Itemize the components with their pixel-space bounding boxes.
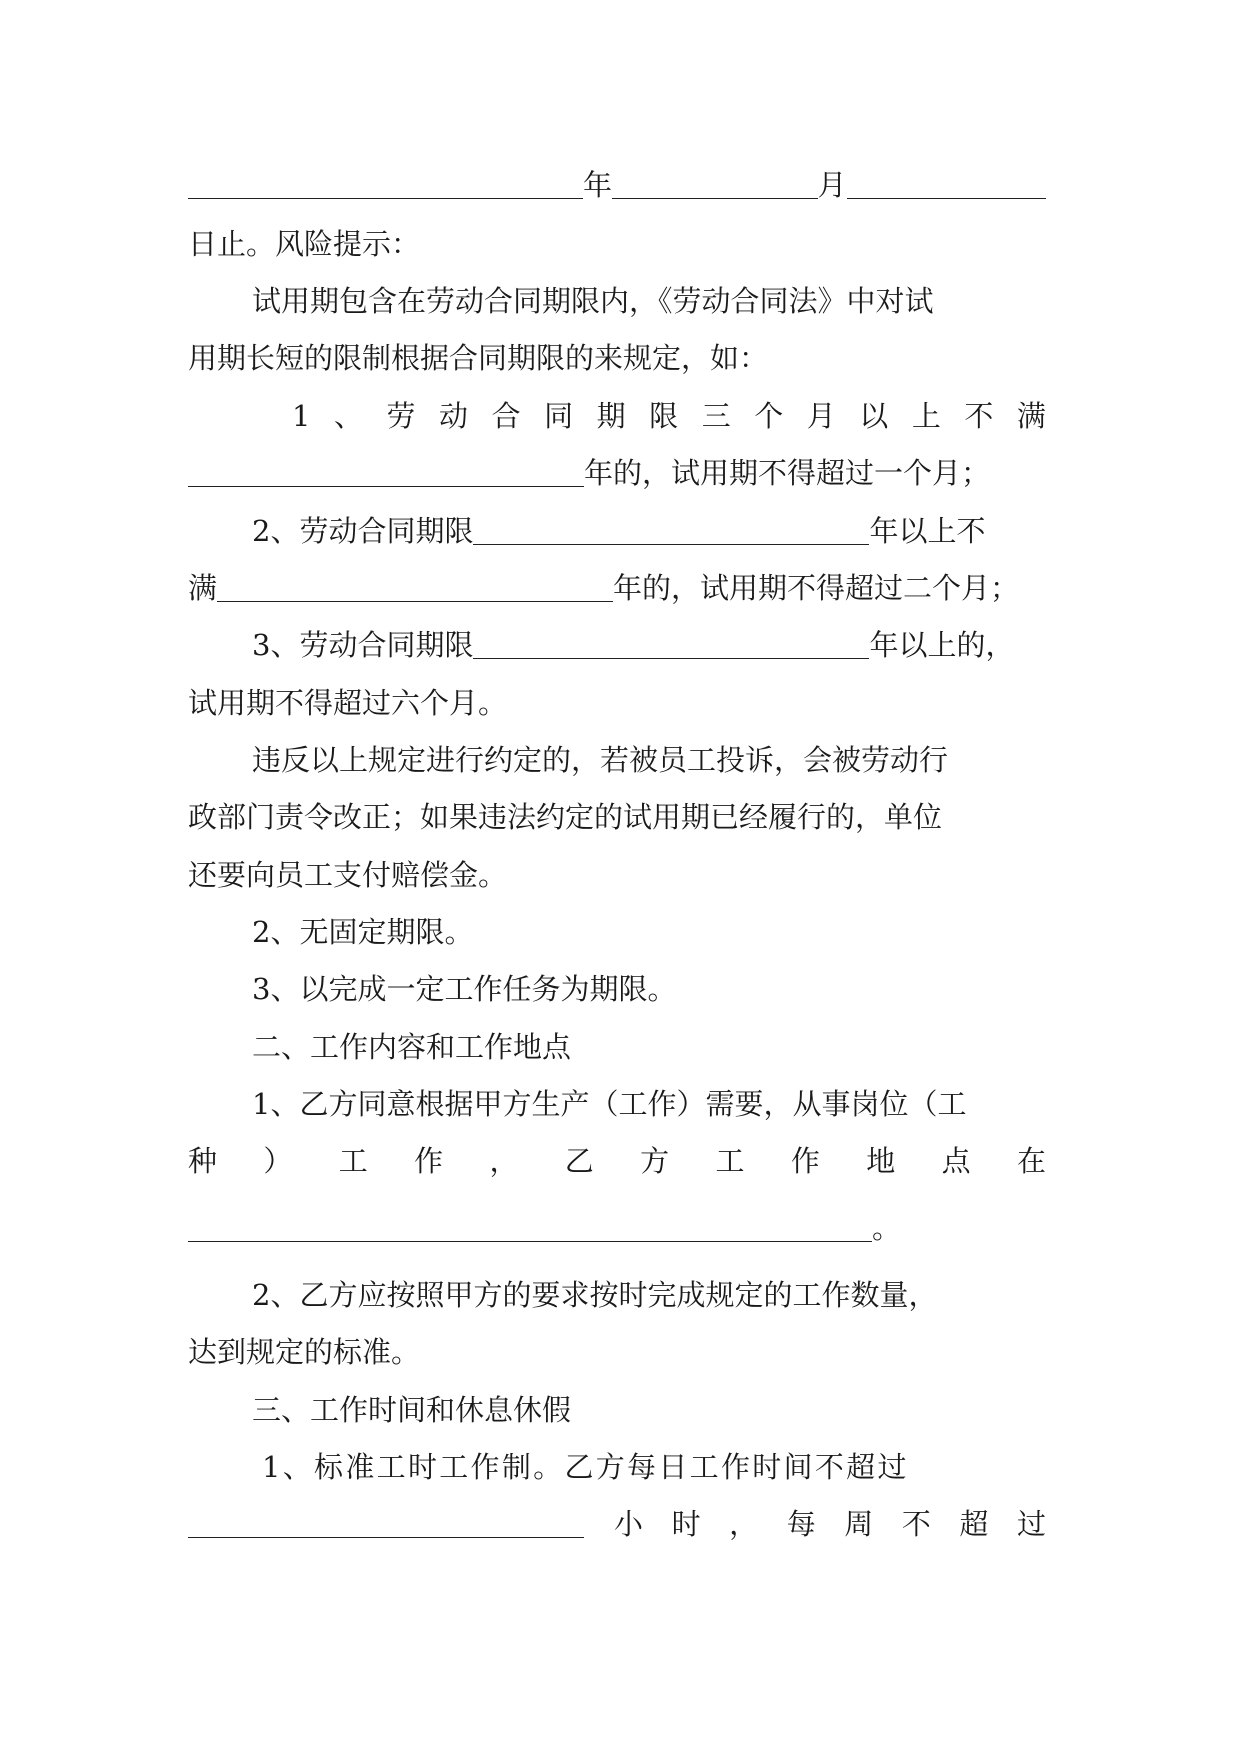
- blank-field[interactable]: [473, 516, 869, 545]
- spread-char: 超: [959, 1507, 989, 1541]
- paragraph-line: 1、乙方同意根据甲方生产（工作）需要，从事岗位（工: [252, 1087, 967, 1121]
- spread-char: 小: [614, 1507, 644, 1541]
- spread-char: 方: [640, 1144, 670, 1178]
- spread-char: 合: [491, 399, 521, 433]
- spread-char: ）: [263, 1144, 293, 1178]
- date-blank-line: [188, 165, 1046, 205]
- paragraph-line: [188, 568, 1046, 608]
- text-year: 年: [583, 168, 613, 202]
- spread-char: 时: [671, 1507, 701, 1541]
- spread-char: 周: [844, 1507, 874, 1541]
- spread-char: 个: [754, 399, 784, 433]
- paragraph-line: 3、以完成一定工作任务为期限。: [252, 972, 677, 1006]
- spread-char: 满: [1016, 399, 1046, 433]
- spread-char: 过: [1016, 1507, 1046, 1541]
- paragraph-text: 年以上不: [869, 514, 986, 548]
- paragraph-line: 2、无固定期限。: [252, 915, 474, 949]
- spread-char: 、: [333, 399, 363, 433]
- blank-field[interactable]: [612, 170, 817, 199]
- spread-char: 不: [964, 399, 994, 433]
- spread-char: 作: [790, 1144, 820, 1178]
- spread-char: 种: [188, 1144, 218, 1178]
- paragraph-text: 年的，试用期不得超过一个月；: [584, 456, 991, 490]
- spread-char: 乙: [564, 1144, 594, 1178]
- blank-field[interactable]: [217, 573, 613, 602]
- spread-char: 同: [544, 399, 574, 433]
- paragraph-line: 1、标准工时工作制。乙方每日工作时间不超过: [262, 1450, 909, 1484]
- paragraph-line: [188, 453, 1046, 493]
- spread-char: 劳: [386, 399, 416, 433]
- spread-char: 限: [649, 399, 679, 433]
- blank-field[interactable]: [188, 1509, 584, 1538]
- spread-char: 三: [701, 399, 731, 433]
- blank-field[interactable]: [473, 630, 869, 659]
- text-month: 月: [817, 168, 847, 202]
- paragraph-line: [188, 1208, 1046, 1248]
- blank-field[interactable]: [188, 1213, 872, 1242]
- paragraph-text: 满: [188, 571, 218, 605]
- spread-char: ，: [729, 1507, 759, 1541]
- spread-char: 每: [786, 1507, 816, 1541]
- paragraph-line: 达到规定的标准。: [188, 1335, 421, 1369]
- spread-line-2: [188, 1141, 1046, 1181]
- spread-line-1: [292, 396, 1046, 436]
- paragraph-line: 日止。风险提示：: [188, 227, 421, 261]
- spread-char: 月: [806, 399, 836, 433]
- spread-char: ，: [489, 1144, 519, 1178]
- paragraph-line: [188, 1504, 1046, 1544]
- spread-char: 在: [1016, 1144, 1046, 1178]
- paragraph-line: 试用期不得超过六个月。: [188, 686, 508, 720]
- paragraph-line: [252, 511, 1046, 551]
- section-heading: 二、工作内容和工作地点: [252, 1030, 572, 1064]
- section-heading: 三、工作时间和休息休假: [252, 1393, 572, 1427]
- spread-char: 不: [901, 1507, 931, 1541]
- spread-char: 以: [859, 399, 889, 433]
- paragraph-text: 年以上的，: [869, 628, 1015, 662]
- paragraph-line: 还要向员工支付赔偿金。: [188, 858, 508, 892]
- blank-field[interactable]: [847, 170, 1046, 199]
- spread-char: 动: [439, 399, 469, 433]
- paragraph-line: 用期长短的限制根据合同期限的来规定，如：: [188, 341, 769, 375]
- paragraph-text: 3、劳动合同期限: [252, 628, 474, 662]
- spread-line-3: [614, 1504, 1046, 1544]
- spread-char: 作: [414, 1144, 444, 1178]
- blank-field[interactable]: [188, 458, 584, 487]
- spread-char: 1: [292, 399, 311, 433]
- spread-char: 点: [941, 1144, 971, 1178]
- paragraph-line: 政部门责令改正；如果违法约定的试用期已经履行的，单位: [188, 800, 943, 834]
- blank-field[interactable]: [188, 170, 583, 199]
- paragraph-line: 2、乙方应按照甲方的要求按时完成规定的工作数量，: [252, 1278, 938, 1312]
- spread-char: 地: [866, 1144, 896, 1178]
- paragraph-line: [252, 625, 1046, 665]
- paragraph-text: 年的，试用期不得超过二个月；: [613, 571, 1020, 605]
- spread-char: 工: [715, 1144, 745, 1178]
- spread-char: 上: [911, 399, 941, 433]
- paragraph-text: 2、劳动合同期限: [252, 514, 474, 548]
- paragraph-line: 违反以上规定进行约定的，若被员工投诉，会被劳动行: [252, 743, 949, 777]
- spread-char: 工: [338, 1144, 368, 1178]
- paragraph-text: 。: [872, 1211, 902, 1245]
- spread-char: 期: [596, 399, 626, 433]
- paragraph-line: 试用期包含在劳动合同期限内，《劳动合同法》中对试: [252, 284, 934, 318]
